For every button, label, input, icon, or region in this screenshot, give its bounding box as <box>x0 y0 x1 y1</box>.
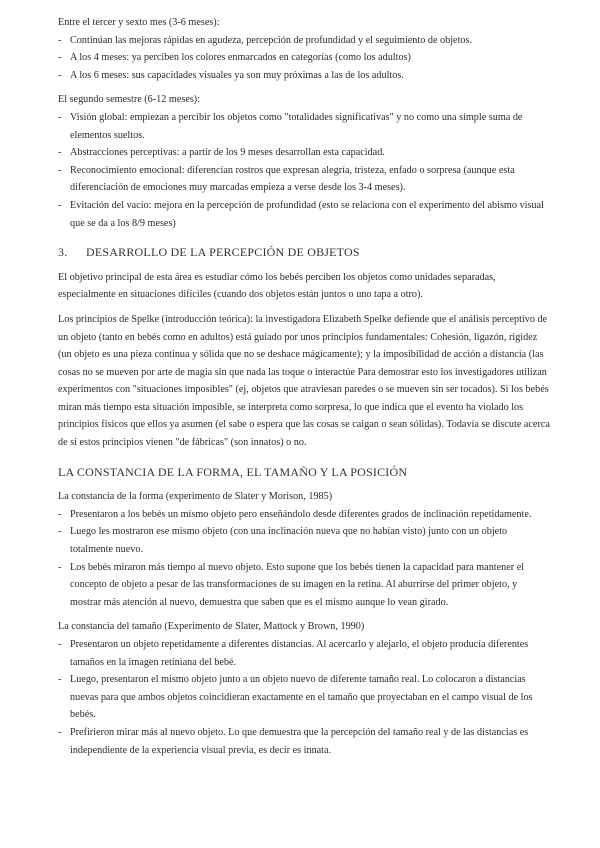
section-intro-6-12-months: El segundo semestre (6-12 meses): <box>58 94 201 106</box>
list-item-text: Reconocimiento emocional: diferencian rostros que expresan alegría, tristeza, enfado o sorpresa (aunque esta diferenciación de emociones muy marcadas empieza a verse desde los 3-4 meses). <box>70 164 515 194</box>
list-item <box>58 724 550 759</box>
list-item-text: Prefirieron mirar más al nuevo objeto. Lo que demuestra que la percepción del tamaño real y de las distancias es independiente de la experiencia visual previa, es decir es innata. <box>70 726 529 756</box>
document-page <box>58 14 550 759</box>
list-item <box>58 49 550 67</box>
list-item-text: Luego, presentaron el mismo objeto junto a un objeto nuevo de diferente tamaño real. Lo colocaron a distancias nuevas para que ambos objetos coincidieran exactamente en el tamaño que proyectaban en el campo visual de los bebés. <box>70 674 533 721</box>
list-item <box>58 32 550 50</box>
bullet-dash: - <box>58 561 62 573</box>
section-intro-3-6-months: Entre el tercer y sexto mes (3-6 meses): <box>58 17 220 28</box>
list-item <box>58 671 550 724</box>
subsection-size-constancy: La constancia del tamaño (Experimento de Slater, Mattock y Brown, 1990) <box>58 621 365 633</box>
bullet-dash: - <box>58 34 62 46</box>
bullet-dash: - <box>58 726 62 738</box>
bullet-dash: - <box>58 52 62 64</box>
list-item <box>58 162 550 197</box>
list-item-text: Abstracciones perceptivas: a partir de los 9 meses desarrollan esta capacidad. <box>70 147 385 159</box>
list-item <box>58 144 550 162</box>
bullet-dash: - <box>58 164 62 176</box>
section-heading-constancy: LA CONSTANCIA DE LA FORMA, EL TAMAÑO Y LA POSICIÓN <box>58 464 408 479</box>
bullet-dash: - <box>58 526 62 538</box>
section-title: DESARROLLO DE LA PERCEPCIÓN DE OBJETOS <box>86 245 360 260</box>
bullet-dash: - <box>58 111 62 123</box>
section-number: 3. <box>58 245 68 260</box>
paragraph-spelke: Los principios de Spelke (introducción teórica): la investigadora Elizabeth Spelke defiende que el análisis perceptivo de un objeto (tanto en bebés como en adultos) está guiado por unos principios fundamentales: Cohesión, ligazón, rigidez (un objeto es una pieza continua y sólida que no se deshace mágicamente); y la imposibilidad de acción a distancia (las cosas no se mueven por arte de magia sin que nada las toque o interactúe Para demostrar esto los investigadores utilizan experimentos con "situaciones imposibles" (ej, objetos que atraviesan paredes o se mueven sin ser tocados). Si los bebés miran más tiempo esta situación imposible, se interpreta como sorpresa, lo que indica que el evento ha violado los principios físicos que ellos ya asumen (el sabe o espera que las cosas se caigan o sean sólidas). Todavía se discute acerca de si estos principios vienen "de fábricas" (son innatos) o no. <box>58 313 550 449</box>
subsection-shape-constancy: La constancia de la forma (experimento de Slater y Morison, 1985) <box>58 491 333 503</box>
list-item <box>58 67 550 85</box>
bullet-dash: - <box>58 508 62 520</box>
list-item <box>58 559 550 612</box>
list-item <box>58 109 550 144</box>
list-item-text: Los bebés miraron más tiempo al nuevo objeto. Esto supone que los bebés tienen la capacidad para mantener el concepto de objeto a pesar de las transformaciones de su imagen en la retina. Al aburrirse del primer objeto, y mostrar más atención al nuevo, demuestra que saben que es el mismo aunque lo vean girado. <box>70 561 525 608</box>
bullet-dash: - <box>58 69 62 81</box>
list-item <box>58 636 550 671</box>
bullet-dash: - <box>58 674 62 686</box>
list-item-text: A los 4 meses: ya perciben los colores enmarcados en categorías (como los adultos) <box>70 52 411 64</box>
bullet-dash: - <box>58 147 62 159</box>
paragraph-objective: El objetivo principal de esta área es estudiar cómo los bebés perciben los objetos como unidades separadas, especialmente en situaciones difíciles (cuando dos objetos están juntos o uno tapa a otro). <box>58 271 496 301</box>
list-item-text: Visión global: empiezan a percibir los objetos como "totalidades significativas" y no como una simple suma de elementos sueltos. <box>70 111 523 141</box>
list-item <box>58 523 550 558</box>
bullet-dash: - <box>58 639 62 650</box>
section-heading-3 <box>58 244 550 262</box>
list-item-text: Presentaron un objeto repetidamente a diferentes distancias. Al acercarlo y alejarlo, el objeto producía diferentes tamaños en la imagen retiniana del bebé. <box>70 639 529 668</box>
list-item-text: A los 6 meses: sus capacidades visuales ya son muy próximas a las de los adultos. <box>70 69 404 81</box>
list-item <box>58 197 550 232</box>
list-item-text: Evitación del vacío: mejora en la percepción de profundidad (esto se relaciona con el experimento del abismo visual que se da a los 8/9 meses) <box>70 199 544 229</box>
list-item-text: Continúan las mejoras rápidas en agudeza, percepción de profundidad y el seguimiento de objetos. <box>70 34 472 46</box>
list-item-text: Luego les mostraron ese mismo objeto (con una inclinación nueva que no habían visto) junto con un objeto totalmente nuevo. <box>70 526 508 556</box>
list-item-text: Presentaron a los bebés un mismo objeto pero enseñándolo desde diferentes grados de inclinación repetidamente. <box>70 508 532 520</box>
list-item <box>58 506 550 524</box>
bullet-dash: - <box>58 199 62 211</box>
